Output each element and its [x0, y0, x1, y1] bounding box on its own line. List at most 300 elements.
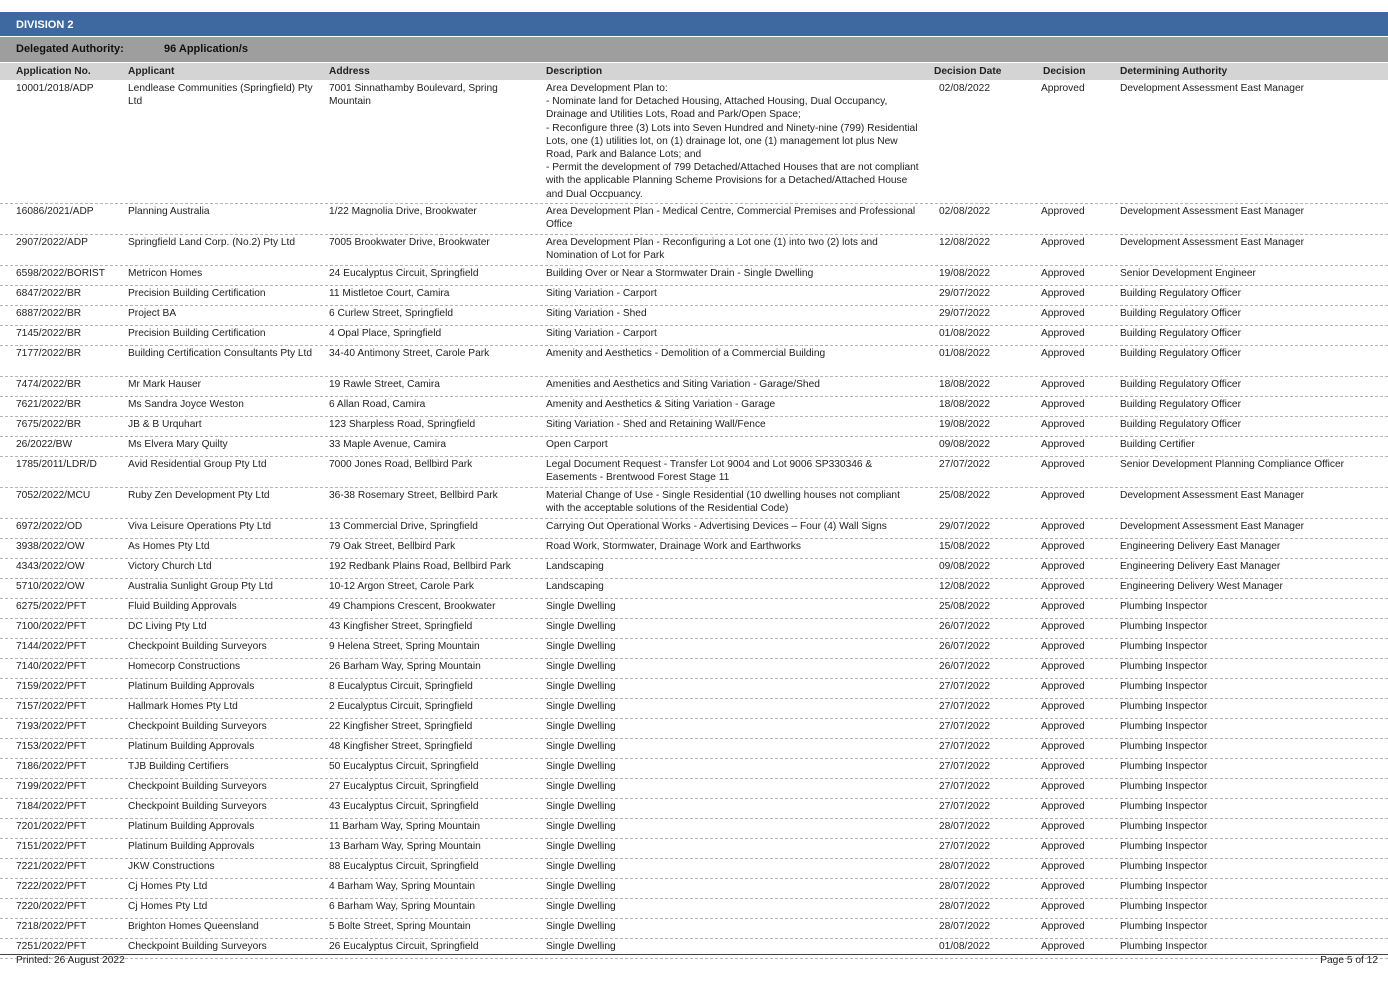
- cell-decision-date: 27/07/2022: [939, 681, 990, 692]
- cell-determining-authority: Building Regulatory Officer: [1120, 328, 1241, 339]
- cell-decision: Approved: [1041, 621, 1085, 632]
- cell-description: Single Dwelling: [546, 821, 616, 832]
- table-row: [0, 417, 1388, 437]
- cell-description: Open Carport: [546, 439, 608, 450]
- cell-determining-authority: Plumbing Inspector: [1120, 681, 1208, 692]
- cell-address: 7005 Brookwater Drive, Brookwater: [329, 237, 490, 248]
- cell-description: Single Dwelling: [546, 681, 616, 692]
- cell-application-no: 10001/2018/ADP: [16, 83, 94, 94]
- cell-determining-authority: Development Assessment East Manager: [1120, 237, 1305, 248]
- cell-determining-authority: Plumbing Inspector: [1120, 921, 1208, 932]
- table-row: [0, 599, 1388, 619]
- cell-decision: Approved: [1041, 641, 1085, 652]
- cell-decision-date: 27/07/2022: [939, 781, 990, 792]
- cell-address: 6 Curlew Street, Springfield: [329, 308, 454, 319]
- cell-application-no: 6972/2022/OD: [16, 521, 83, 532]
- cell-application-no: 7177/2022/BR: [16, 348, 82, 359]
- table-row: [0, 759, 1388, 779]
- cell-address: 43 Kingfisher Street, Springfield: [329, 621, 473, 632]
- applications-table: [0, 81, 1388, 959]
- cell-decision: Approved: [1041, 237, 1085, 248]
- column-header-decision-date: Decision Date: [934, 66, 1002, 77]
- cell-decision: Approved: [1041, 881, 1085, 892]
- cell-decision-date: 12/08/2022: [939, 581, 990, 592]
- cell-determining-authority: Senior Development Planning Compliance Officer: [1120, 459, 1345, 470]
- cell-determining-authority: Senior Development Engineer: [1120, 268, 1256, 279]
- cell-application-no: 7221/2022/PFT: [16, 861, 87, 872]
- cell-decision: Approved: [1041, 268, 1085, 279]
- cell-decision: Approved: [1041, 761, 1085, 772]
- cell-applicant: Platinum Building Approvals: [128, 841, 255, 852]
- cell-decision-date: 12/08/2022: [939, 237, 990, 248]
- cell-applicant: Ruby Zen Development Pty Ltd: [128, 490, 270, 501]
- cell-address: 9 Helena Street, Spring Mountain: [329, 641, 480, 652]
- cell-applicant: Ms Elvera Mary Quilty: [128, 439, 228, 450]
- table-row: [0, 306, 1388, 326]
- table-row: [0, 579, 1388, 599]
- table-row: [0, 81, 1388, 204]
- cell-application-no: 7184/2022/PFT: [16, 801, 87, 812]
- cell-applicant: Platinum Building Approvals: [128, 741, 255, 752]
- table-row: [0, 266, 1388, 286]
- cell-determining-authority: Building Regulatory Officer: [1120, 379, 1241, 390]
- cell-decision-date: 01/08/2022: [939, 348, 990, 359]
- table-row: [0, 204, 1388, 235]
- cell-description: Area Development Plan - Medical Centre, Commercial Premises and Professional Office: [546, 206, 916, 231]
- cell-application-no: 7140/2022/PFT: [16, 661, 87, 672]
- cell-address: 26 Barham Way, Spring Mountain: [329, 661, 481, 672]
- table-row: [0, 719, 1388, 739]
- cell-description: Amenity and Aesthetics - Demolition of a Commercial Building: [546, 348, 826, 359]
- cell-decision: Approved: [1041, 541, 1085, 552]
- cell-application-no: 16086/2021/ADP: [16, 206, 94, 217]
- table-row: [0, 346, 1388, 377]
- table-row: [0, 639, 1388, 659]
- cell-decision: Approved: [1041, 841, 1085, 852]
- cell-determining-authority: Building Certifier: [1120, 439, 1195, 450]
- table-row: [0, 919, 1388, 939]
- table-row: [0, 779, 1388, 799]
- cell-application-no: 5710/2022/OW: [16, 581, 85, 592]
- cell-decision-date: 28/07/2022: [939, 921, 990, 932]
- table-row: [0, 879, 1388, 899]
- cell-address: 192 Redbank Plains Road, Bellbird Park: [329, 561, 511, 572]
- cell-decision: Approved: [1041, 781, 1085, 792]
- column-header-applicant: Applicant: [128, 66, 175, 77]
- cell-applicant: Mr Mark Hauser: [128, 379, 202, 390]
- cell-application-no: 7151/2022/PFT: [16, 841, 87, 852]
- cell-application-no: 26/2022/BW: [16, 439, 73, 450]
- cell-decision: Approved: [1041, 439, 1085, 450]
- cell-application-no: 6275/2022/PFT: [16, 601, 87, 612]
- cell-decision: Approved: [1041, 581, 1085, 592]
- cell-decision-date: 01/08/2022: [939, 328, 990, 339]
- cell-application-no: 7251/2022/PFT: [16, 941, 87, 952]
- cell-determining-authority: Building Regulatory Officer: [1120, 348, 1241, 359]
- table-row: [0, 939, 1388, 959]
- cell-applicant: Checkpoint Building Surveyors: [128, 781, 267, 792]
- cell-description: Area Development Plan to: - Nominate land for Detached Housing, Attached Housing, Dual Occupancy, Drainage and Utilities Lots, Road and Park/Open Space; - Reconfigure three (3) Lots into Seven Hundred and Ninety-nine (799) Residential Lots, one (1) utilities lot, on (1) drainage lot, one (1) management lot plus New Road, Park and Balance Lots; and - Permit the development of 799 Detached/Attached Houses that are not compliant with the applicable Planning Scheme Provisions for a Detached/Attached House and Dual Occpuancy.: [546, 83, 919, 200]
- cell-decision-date: 18/08/2022: [939, 399, 990, 410]
- cell-determining-authority: Plumbing Inspector: [1120, 841, 1208, 852]
- cell-decision: Approved: [1041, 328, 1085, 339]
- cell-address: 19 Rawle Street, Camira: [329, 379, 440, 390]
- column-header-decision: Decision: [1043, 66, 1086, 77]
- cell-determining-authority: Engineering Delivery West Manager: [1120, 581, 1283, 592]
- table-row: [0, 326, 1388, 346]
- cell-applicant: Project BA: [128, 308, 177, 319]
- application-count: 96 Application/s: [164, 43, 248, 55]
- cell-applicant: Checkpoint Building Surveyors: [128, 641, 267, 652]
- cell-address: 5 Bolte Street, Spring Mountain: [329, 921, 471, 932]
- cell-applicant: Homecorp Constructions: [128, 661, 241, 672]
- cell-description: Single Dwelling: [546, 641, 616, 652]
- cell-decision: Approved: [1041, 490, 1085, 501]
- table-row: [0, 286, 1388, 306]
- cell-decision-date: 27/07/2022: [939, 701, 990, 712]
- cell-determining-authority: Engineering Delivery East Manager: [1120, 541, 1281, 552]
- cell-applicant: Brighton Homes Queensland: [128, 921, 259, 932]
- cell-applicant: Viva Leisure Operations Pty Ltd: [128, 521, 272, 532]
- cell-decision-date: 29/07/2022: [939, 288, 990, 299]
- cell-description: Landscaping: [546, 581, 604, 592]
- cell-applicant: JKW Constructions: [128, 861, 215, 872]
- cell-determining-authority: Building Regulatory Officer: [1120, 399, 1241, 410]
- cell-decision: Approved: [1041, 206, 1085, 217]
- cell-decision-date: 27/07/2022: [939, 841, 990, 852]
- table-row: [0, 488, 1388, 519]
- cell-determining-authority: Plumbing Inspector: [1120, 881, 1208, 892]
- cell-description: Single Dwelling: [546, 601, 616, 612]
- cell-application-no: 7222/2022/PFT: [16, 881, 87, 892]
- cell-application-no: 7100/2022/PFT: [16, 621, 87, 632]
- table-row: [0, 699, 1388, 719]
- cell-application-no: 7675/2022/BR: [16, 419, 82, 430]
- cell-decision-date: 27/07/2022: [939, 459, 990, 470]
- cell-address: 88 Eucalyptus Circuit, Springfield: [329, 861, 479, 872]
- cell-address: 2 Eucalyptus Circuit, Springfield: [329, 701, 473, 712]
- footer-divider: [0, 954, 1388, 955]
- cell-applicant: Building Certification Consultants Pty Ltd: [128, 348, 313, 359]
- cell-application-no: 6598/2022/BORIST: [16, 268, 105, 279]
- cell-address: 26 Eucalyptus Circuit, Springfield: [329, 941, 479, 952]
- cell-description: Single Dwelling: [546, 761, 616, 772]
- cell-address: 4 Barham Way, Spring Mountain: [329, 881, 476, 892]
- cell-description: Single Dwelling: [546, 701, 616, 712]
- cell-address: 50 Eucalyptus Circuit, Springfield: [329, 761, 479, 772]
- cell-decision-date: 27/07/2022: [939, 761, 990, 772]
- cell-decision: Approved: [1041, 861, 1085, 872]
- cell-applicant: Precision Building Certification: [128, 288, 266, 299]
- cell-decision-date: 25/08/2022: [939, 601, 990, 612]
- cell-description: Landscaping: [546, 561, 604, 572]
- cell-determining-authority: Building Regulatory Officer: [1120, 419, 1241, 430]
- cell-decision-date: 29/07/2022: [939, 308, 990, 319]
- cell-address: 13 Barham Way, Spring Mountain: [329, 841, 481, 852]
- cell-description: Legal Document Request - Transfer Lot 9004 and Lot 9006 SP330346 & Easements - Brentwood Forest Stage 11: [546, 459, 873, 484]
- cell-applicant: Fluid Building Approvals: [128, 601, 237, 612]
- cell-decision-date: 09/08/2022: [939, 561, 990, 572]
- cell-determining-authority: Development Assessment East Manager: [1120, 521, 1305, 532]
- table-row: [0, 235, 1388, 266]
- cell-decision: Approved: [1041, 801, 1085, 812]
- cell-description: Carrying Out Operational Works - Advertising Devices – Four (4) Wall Signs: [546, 521, 887, 532]
- cell-description: Siting Variation - Shed and Retaining Wall/Fence: [546, 419, 766, 430]
- cell-decision: Approved: [1041, 83, 1085, 94]
- cell-address: 43 Eucalyptus Circuit, Springfield: [329, 801, 479, 812]
- table-row: [0, 539, 1388, 559]
- cell-application-no: 7199/2022/PFT: [16, 781, 87, 792]
- cell-address: 6 Barham Way, Spring Mountain: [329, 901, 476, 912]
- cell-applicant: Australia Sunlight Group Pty Ltd: [128, 581, 273, 592]
- cell-decision: Approved: [1041, 561, 1085, 572]
- cell-application-no: 6847/2022/BR: [16, 288, 82, 299]
- cell-applicant: Checkpoint Building Surveyors: [128, 721, 267, 732]
- cell-decision: Approved: [1041, 901, 1085, 912]
- cell-decision: Approved: [1041, 419, 1085, 430]
- cell-address: 79 Oak Street, Bellbird Park: [329, 541, 456, 552]
- cell-description: Single Dwelling: [546, 941, 616, 952]
- column-header-application-no: Application No.: [16, 66, 91, 77]
- cell-description: Single Dwelling: [546, 921, 616, 932]
- cell-applicant: As Homes Pty Ltd: [128, 541, 210, 552]
- cell-application-no: 7220/2022/PFT: [16, 901, 87, 912]
- cell-applicant: Checkpoint Building Surveyors: [128, 801, 267, 812]
- cell-determining-authority: Plumbing Inspector: [1120, 621, 1208, 632]
- cell-application-no: 7193/2022/PFT: [16, 721, 87, 732]
- cell-application-no: 7144/2022/PFT: [16, 641, 87, 652]
- cell-determining-authority: Plumbing Inspector: [1120, 701, 1208, 712]
- cell-decision: Approved: [1041, 288, 1085, 299]
- table-row: [0, 819, 1388, 839]
- table-row: [0, 619, 1388, 639]
- cell-applicant: Cj Homes Pty Ltd: [128, 901, 208, 912]
- cell-description: Single Dwelling: [546, 781, 616, 792]
- page-number: Page 5 of 12: [1320, 955, 1378, 966]
- cell-application-no: 4343/2022/OW: [16, 561, 85, 572]
- cell-description: Building Over or Near a Stormwater Drain - Single Dwelling: [546, 268, 814, 279]
- cell-decision-date: 19/08/2022: [939, 419, 990, 430]
- table-row: [0, 437, 1388, 457]
- table-row: [0, 859, 1388, 879]
- cell-applicant: Avid Residential Group Pty Ltd: [128, 459, 267, 470]
- table-row: [0, 397, 1388, 417]
- cell-decision: Approved: [1041, 379, 1085, 390]
- cell-decision-date: 26/07/2022: [939, 661, 990, 672]
- cell-applicant: TJB Building Certifiers: [128, 761, 229, 772]
- cell-address: 48 Kingfisher Street, Springfield: [329, 741, 473, 752]
- cell-applicant: Ms Sandra Joyce Weston: [128, 399, 244, 410]
- cell-decision: Approved: [1041, 721, 1085, 732]
- cell-description: Amenity and Aesthetics & Siting Variation - Garage: [546, 399, 776, 410]
- cell-applicant: Cj Homes Pty Ltd: [128, 881, 208, 892]
- cell-address: 22 Kingfisher Street, Springfield: [329, 721, 473, 732]
- table-row: [0, 519, 1388, 539]
- table-row: [0, 559, 1388, 579]
- cell-applicant: Precision Building Certification: [128, 328, 266, 339]
- cell-determining-authority: Plumbing Inspector: [1120, 641, 1208, 652]
- cell-address: 34-40 Antimony Street, Carole Park: [329, 348, 490, 359]
- cell-decision-date: 28/07/2022: [939, 861, 990, 872]
- cell-description: Siting Variation - Shed: [546, 308, 647, 319]
- cell-description: Single Dwelling: [546, 841, 616, 852]
- cell-address: 49 Champions Crescent, Brookwater: [329, 601, 496, 612]
- cell-address: 7000 Jones Road, Bellbird Park: [329, 459, 473, 470]
- cell-decision-date: 09/08/2022: [939, 439, 990, 450]
- authority-bar: [0, 37, 1388, 62]
- cell-determining-authority: Plumbing Inspector: [1120, 801, 1208, 812]
- cell-address: 1/22 Magnolia Drive, Brookwater: [329, 206, 477, 217]
- table-row: [0, 839, 1388, 859]
- cell-determining-authority: Development Assessment East Manager: [1120, 206, 1305, 217]
- column-header-determining-authority: Determining Authority: [1120, 66, 1228, 77]
- cell-address: 33 Maple Avenue, Camira: [329, 439, 447, 450]
- cell-applicant: Springfield Land Corp. (No.2) Pty Ltd: [128, 237, 296, 248]
- cell-application-no: 7153/2022/PFT: [16, 741, 87, 752]
- column-header-address: Address: [329, 66, 370, 77]
- cell-description: Single Dwelling: [546, 801, 616, 812]
- cell-determining-authority: Plumbing Inspector: [1120, 901, 1208, 912]
- table-row: [0, 457, 1388, 488]
- cell-application-no: 2907/2022/ADP: [16, 237, 88, 248]
- cell-address: 24 Eucalyptus Circuit, Springfield: [329, 268, 479, 279]
- cell-description: Single Dwelling: [546, 621, 616, 632]
- cell-decision-date: 26/07/2022: [939, 621, 990, 632]
- cell-application-no: 1785/2011/LDR/D: [16, 459, 97, 470]
- cell-address: 7001 Sinnathamby Boulevard, Spring Mountain: [329, 83, 498, 108]
- cell-address: 8 Eucalyptus Circuit, Springfield: [329, 681, 473, 692]
- cell-address: 11 Mistletoe Court, Camira: [329, 288, 450, 299]
- cell-applicant: Checkpoint Building Surveyors: [128, 941, 267, 952]
- cell-decision: Approved: [1041, 701, 1085, 712]
- cell-application-no: 3938/2022/OW: [16, 541, 85, 552]
- column-header-description: Description: [546, 66, 603, 77]
- cell-determining-authority: Plumbing Inspector: [1120, 761, 1208, 772]
- printed-date: Printed: 26 August 2022: [16, 955, 125, 966]
- cell-description: Single Dwelling: [546, 861, 616, 872]
- cell-description: Single Dwelling: [546, 881, 616, 892]
- cell-address: 4 Opal Place, Springfield: [329, 328, 442, 339]
- table-row: [0, 377, 1388, 397]
- cell-application-no: 7474/2022/BR: [16, 379, 82, 390]
- cell-decision-date: 19/08/2022: [939, 268, 990, 279]
- cell-description: Road Work, Stormwater, Drainage Work and Earthworks: [546, 541, 801, 552]
- cell-determining-authority: Plumbing Inspector: [1120, 821, 1208, 832]
- cell-determining-authority: Plumbing Inspector: [1120, 721, 1208, 732]
- cell-address: 13 Commercial Drive, Springfield: [329, 521, 478, 532]
- division-header: DIVISION 2: [0, 12, 1388, 36]
- cell-decision-date: 27/07/2022: [939, 801, 990, 812]
- cell-decision-date: 02/08/2022: [939, 206, 990, 217]
- cell-decision: Approved: [1041, 601, 1085, 612]
- cell-determining-authority: Plumbing Inspector: [1120, 601, 1208, 612]
- cell-decision: Approved: [1041, 821, 1085, 832]
- cell-applicant: Metricon Homes: [128, 268, 203, 279]
- cell-address: 27 Eucalyptus Circuit, Springfield: [329, 781, 479, 792]
- cell-application-no: 7201/2022/PFT: [16, 821, 87, 832]
- cell-decision-date: 28/07/2022: [939, 901, 990, 912]
- cell-address: 36-38 Rosemary Street, Bellbird Park: [329, 490, 498, 501]
- cell-determining-authority: Plumbing Inspector: [1120, 781, 1208, 792]
- cell-description: Amenities and Aesthetics and Siting Variation - Garage/Shed: [546, 379, 820, 390]
- cell-description: Siting Variation - Carport: [546, 328, 657, 339]
- authority-label: Delegated Authority:: [16, 43, 124, 55]
- cell-decision-date: 02/08/2022: [939, 83, 990, 94]
- table-row: [0, 659, 1388, 679]
- cell-determining-authority: Plumbing Inspector: [1120, 741, 1208, 752]
- cell-determining-authority: Plumbing Inspector: [1120, 661, 1208, 672]
- cell-determining-authority: Plumbing Inspector: [1120, 861, 1208, 872]
- table-header: [0, 63, 1388, 80]
- cell-decision: Approved: [1041, 921, 1085, 932]
- cell-decision: Approved: [1041, 308, 1085, 319]
- cell-decision-date: 29/07/2022: [939, 521, 990, 532]
- cell-decision: Approved: [1041, 521, 1085, 532]
- cell-decision-date: 01/08/2022: [939, 941, 990, 952]
- cell-description: Single Dwelling: [546, 901, 616, 912]
- cell-determining-authority: Building Regulatory Officer: [1120, 288, 1241, 299]
- cell-application-no: 7621/2022/BR: [16, 399, 82, 410]
- cell-decision-date: 27/07/2022: [939, 721, 990, 732]
- cell-decision: Approved: [1041, 741, 1085, 752]
- cell-determining-authority: Development Assessment East Manager: [1120, 83, 1305, 94]
- cell-decision-date: 18/08/2022: [939, 379, 990, 390]
- cell-applicant: Platinum Building Approvals: [128, 821, 255, 832]
- cell-address: 123 Sharpless Road, Springfield: [329, 419, 476, 430]
- cell-applicant: Lendlease Communities (Springfield) Pty Ltd: [128, 83, 313, 108]
- cell-decision: Approved: [1041, 681, 1085, 692]
- cell-decision-date: 15/08/2022: [939, 541, 990, 552]
- cell-description: Siting Variation - Carport: [546, 288, 657, 299]
- cell-determining-authority: Development Assessment East Manager: [1120, 490, 1305, 501]
- table-row: [0, 799, 1388, 819]
- cell-decision: Approved: [1041, 399, 1085, 410]
- cell-decision: Approved: [1041, 941, 1085, 952]
- cell-application-no: 7052/2022/MCU: [16, 490, 91, 501]
- cell-decision-date: 26/07/2022: [939, 641, 990, 652]
- cell-decision-date: 27/07/2022: [939, 741, 990, 752]
- cell-applicant: Platinum Building Approvals: [128, 681, 255, 692]
- cell-applicant: JB & B Urquhart: [128, 419, 202, 430]
- cell-description: Single Dwelling: [546, 741, 616, 752]
- cell-decision: Approved: [1041, 661, 1085, 672]
- cell-application-no: 6887/2022/BR: [16, 308, 82, 319]
- table-row: [0, 899, 1388, 919]
- cell-decision: Approved: [1041, 459, 1085, 470]
- cell-application-no: 7186/2022/PFT: [16, 761, 87, 772]
- cell-decision-date: 28/07/2022: [939, 821, 990, 832]
- cell-application-no: 7218/2022/PFT: [16, 921, 87, 932]
- cell-description: Area Development Plan - Reconfiguring a Lot one (1) into two (2) lots and Nomination of Lot for Park: [546, 237, 878, 262]
- cell-application-no: 7157/2022/PFT: [16, 701, 87, 712]
- cell-application-no: 7145/2022/BR: [16, 328, 82, 339]
- cell-applicant: Hallmark Homes Pty Ltd: [128, 701, 238, 712]
- cell-determining-authority: Building Regulatory Officer: [1120, 308, 1241, 319]
- cell-description: Single Dwelling: [546, 661, 616, 672]
- cell-applicant: DC Living Pty Ltd: [128, 621, 207, 632]
- table-row: [0, 739, 1388, 759]
- cell-decision-date: 25/08/2022: [939, 490, 990, 501]
- cell-address: 10-12 Argon Street, Carole Park: [329, 581, 474, 592]
- cell-decision-date: 28/07/2022: [939, 881, 990, 892]
- cell-address: 6 Allan Road, Camira: [329, 399, 426, 410]
- cell-applicant: Planning Australia: [128, 206, 210, 217]
- cell-determining-authority: Plumbing Inspector: [1120, 941, 1208, 952]
- cell-determining-authority: Engineering Delivery East Manager: [1120, 561, 1281, 572]
- cell-description: Single Dwelling: [546, 721, 616, 732]
- cell-applicant: Victory Church Ltd: [128, 561, 212, 572]
- cell-decision: Approved: [1041, 348, 1085, 359]
